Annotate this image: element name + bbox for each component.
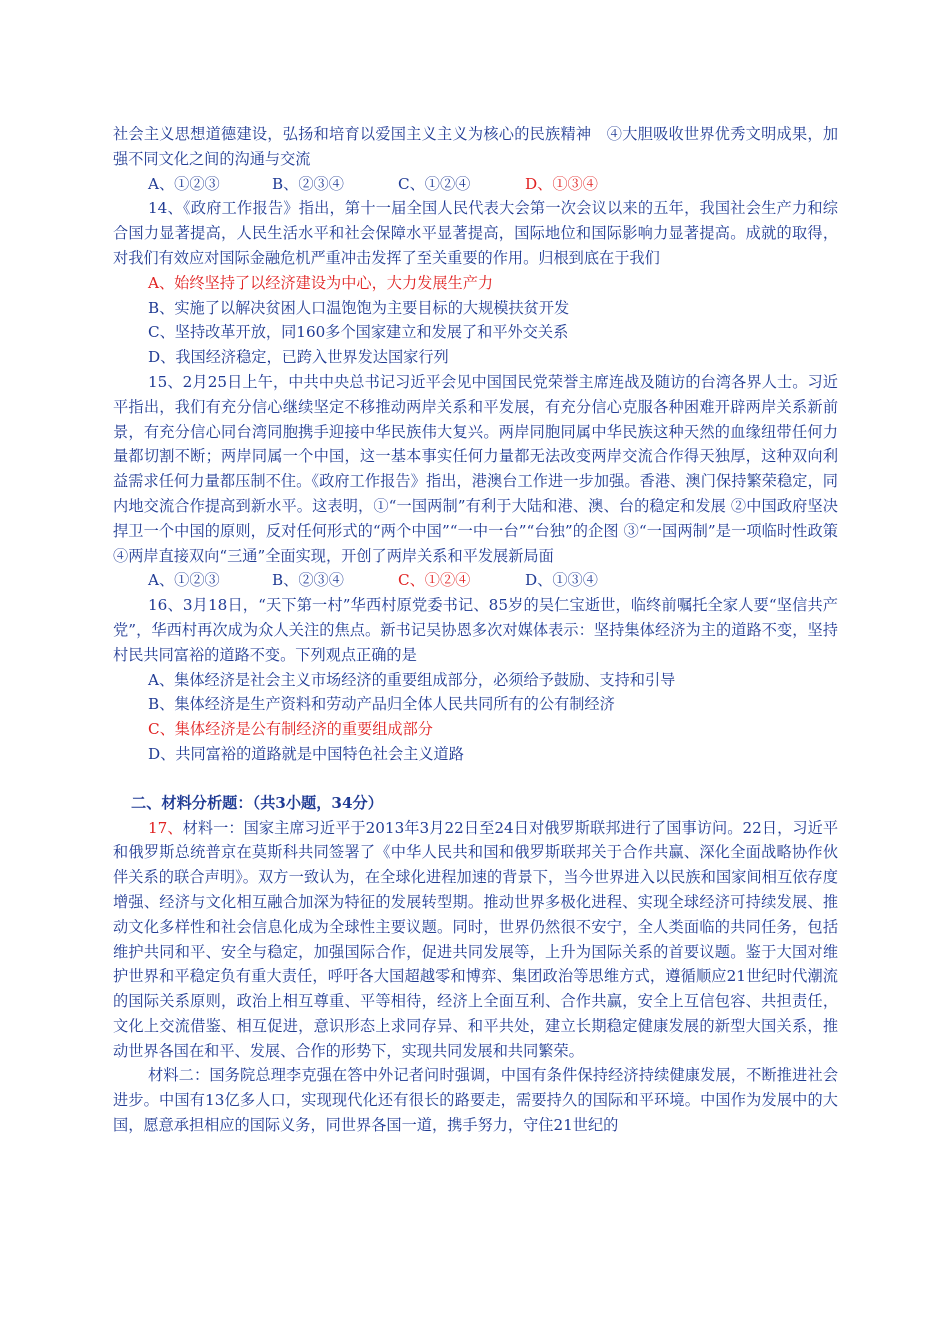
q15-options bbox=[113, 568, 838, 593]
document-page bbox=[113, 122, 838, 1138]
q17-material1-text: 材料一：国家主席习近平于2013年3月22日至24日对俄罗斯联邦进行了国事访问。22日，习近平和俄罗斯总统普京在莫斯科共同签署了《中华人民共和国和俄罗斯联邦关于合作共赢、深化全面战略协作伙伴关系的联合声明》。双方一致认为，在全球化进程加速的背景下，当今世界进入以民族和国家间相互依存度增强、经济与文化相互融合加深为特征的发展转型期。推动世界多极化进程、实现全球经济可持续发展、推动文化多样性和社会信息化成为全球性主要议题。同时，世界仍然很不安宁，全人类面临的共同任务，包括维护共同和平、安全与稳定，加强国际合作，促进共同发展等，上升为国际关系的首要议题。鉴于大国对维护世界和平稳定负有重大责任，呼吁各大国超越零和博弈、集团政治等思维方式，遵循顺应21世纪时代潮流的国际关系原则，政治上相互尊重、平等相待，经济上全面互利、合作共赢，安全上互信包容、共担责任，文化上交流借鉴、相互促进，意识形态上求同存异、和平共处，建立长期稳定健康发展的新型大国关系，推动世界各国在和平、发展、合作的形势下，实现共同发展和共同繁荣。 bbox=[113, 818, 839, 1060]
q14-option-d: D、我国经济稳定，已跨入世界发达国家行列 bbox=[148, 348, 449, 367]
q16-option-d: D、共同富裕的道路就是中国特色社会主义道路 bbox=[148, 744, 464, 763]
q13-option-b: B、②③④ bbox=[272, 174, 344, 193]
q15-option-b: B、②③④ bbox=[272, 571, 344, 590]
q15-option-d: D、①③④ bbox=[525, 571, 598, 590]
section-gap bbox=[113, 767, 838, 791]
q15-option-a: A、①②③ bbox=[148, 571, 220, 590]
q13-continuation: 社会主义思想道德建设，弘扬和培育以爱国主义主义为核心的民族精神 ④大胆吸收世界优秀文明成果，加强不同文化之间的沟通与交流 bbox=[113, 125, 838, 168]
q15-option-c-answer: C、①②④ bbox=[398, 571, 471, 590]
q14-option-c: C、坚持改革开放，同160多个国家建立和发展了和平外交关系 bbox=[148, 323, 569, 342]
q14-option-b: B、实施了以解决贫困人口温饱饱为主要目标的大规模扶贫开发 bbox=[148, 298, 570, 317]
q17-material1 bbox=[113, 816, 838, 1064]
q13-option-a: A、①②③ bbox=[148, 174, 220, 193]
q14-option-a-answer: A、始终坚持了以经济建设为中心，大力发展生产力 bbox=[148, 273, 494, 292]
q16-option-a: A、集体经济是社会主义市场经济的重要组成部分，必须给予鼓励、支持和引导 bbox=[148, 670, 676, 689]
section2-heading: 二、材料分析题：（共3小题，34分） bbox=[131, 793, 383, 812]
q17-number: 17、 bbox=[148, 818, 183, 837]
q16-stem: 16、3月18日，“天下第一村”华西村原党委书记、85岁的吴仁宝逝世，临终前嘱托全家人要“坚信共产党”，华西村再次成为众人关注的焦点。新书记吴协恩多次对媒体表示：坚持集体经济为主的道路不变，坚持村民共同富裕的道路不变。下列观点正确的是 bbox=[113, 596, 838, 664]
q14-stem: 14、《政府工作报告》指出，第十一届全国人民代表大会第一次会议以来的五年，我国社会生产力和综合国力显著提高，人民生活水平和社会保障水平显著提高，国际地位和国际影响力显著提高。成就的取得，对我们有效应对国际金融危机严重冲击发挥了至关重要的作用。归根到底在于我们 bbox=[113, 199, 838, 267]
q13-option-c: C、①②④ bbox=[398, 174, 471, 193]
q13-options bbox=[113, 172, 838, 197]
q16-option-b: B、集体经济是生产资料和劳动产品归全体人民共同所有的公有制经济 bbox=[148, 695, 615, 714]
q15-stem: 15、2月25日上午，中共中央总书记习近平会见中国国民党荣誉主席连战及随访的台湾各界人士。习近平指出，我们有充分信心继续坚定不移推动两岸关系和平发展，有充分信心克服各种困难开辟两岸关系新前景，有充分信心同台湾同胞携手迎接中华民族伟大复兴。两岸同胞同属中华民族这种天然的血缘纽带任何力量都切割不断；两岸同属一个中国，这一基本事实任何力量都无法改变两岸交流合作得天独厚，这种双向利益需求任何力量都压制不住。《政府工作报告》指出，港澳台工作进一步加强。香港、澳门保持繁荣稳定，同内地交流合作提高到新水平。这表明，①“一国两制”有利于大陆和港、澳、台的稳定和发展 ②中国政府坚决捍卫一个中国的原则，反对任何形式的“两个中国”“一中一台”“台独”的企图 ③“一国两制”是一项临时性政策 ④两岸直接双向“三通”全面实现，开创了两岸关系和平发展新局面 bbox=[113, 372, 838, 565]
q16-option-c-answer: C、集体经济是公有制经济的重要组成部分 bbox=[148, 720, 433, 739]
q17-material2: 材料二：国务院总理李克强在答中外记者问时强调，中国有条件保持经济持续健康发展，不断推进社会进步。中国有13亿多人口，实现现代化还有很长的路要走，需要持久的国际和平环境。中国作为发展中的大国，愿意承担相应的国际义务，同世界各国一道，携手努力，守住21世纪的 bbox=[113, 1066, 838, 1135]
q13-option-d-answer: D、①③④ bbox=[525, 174, 598, 193]
